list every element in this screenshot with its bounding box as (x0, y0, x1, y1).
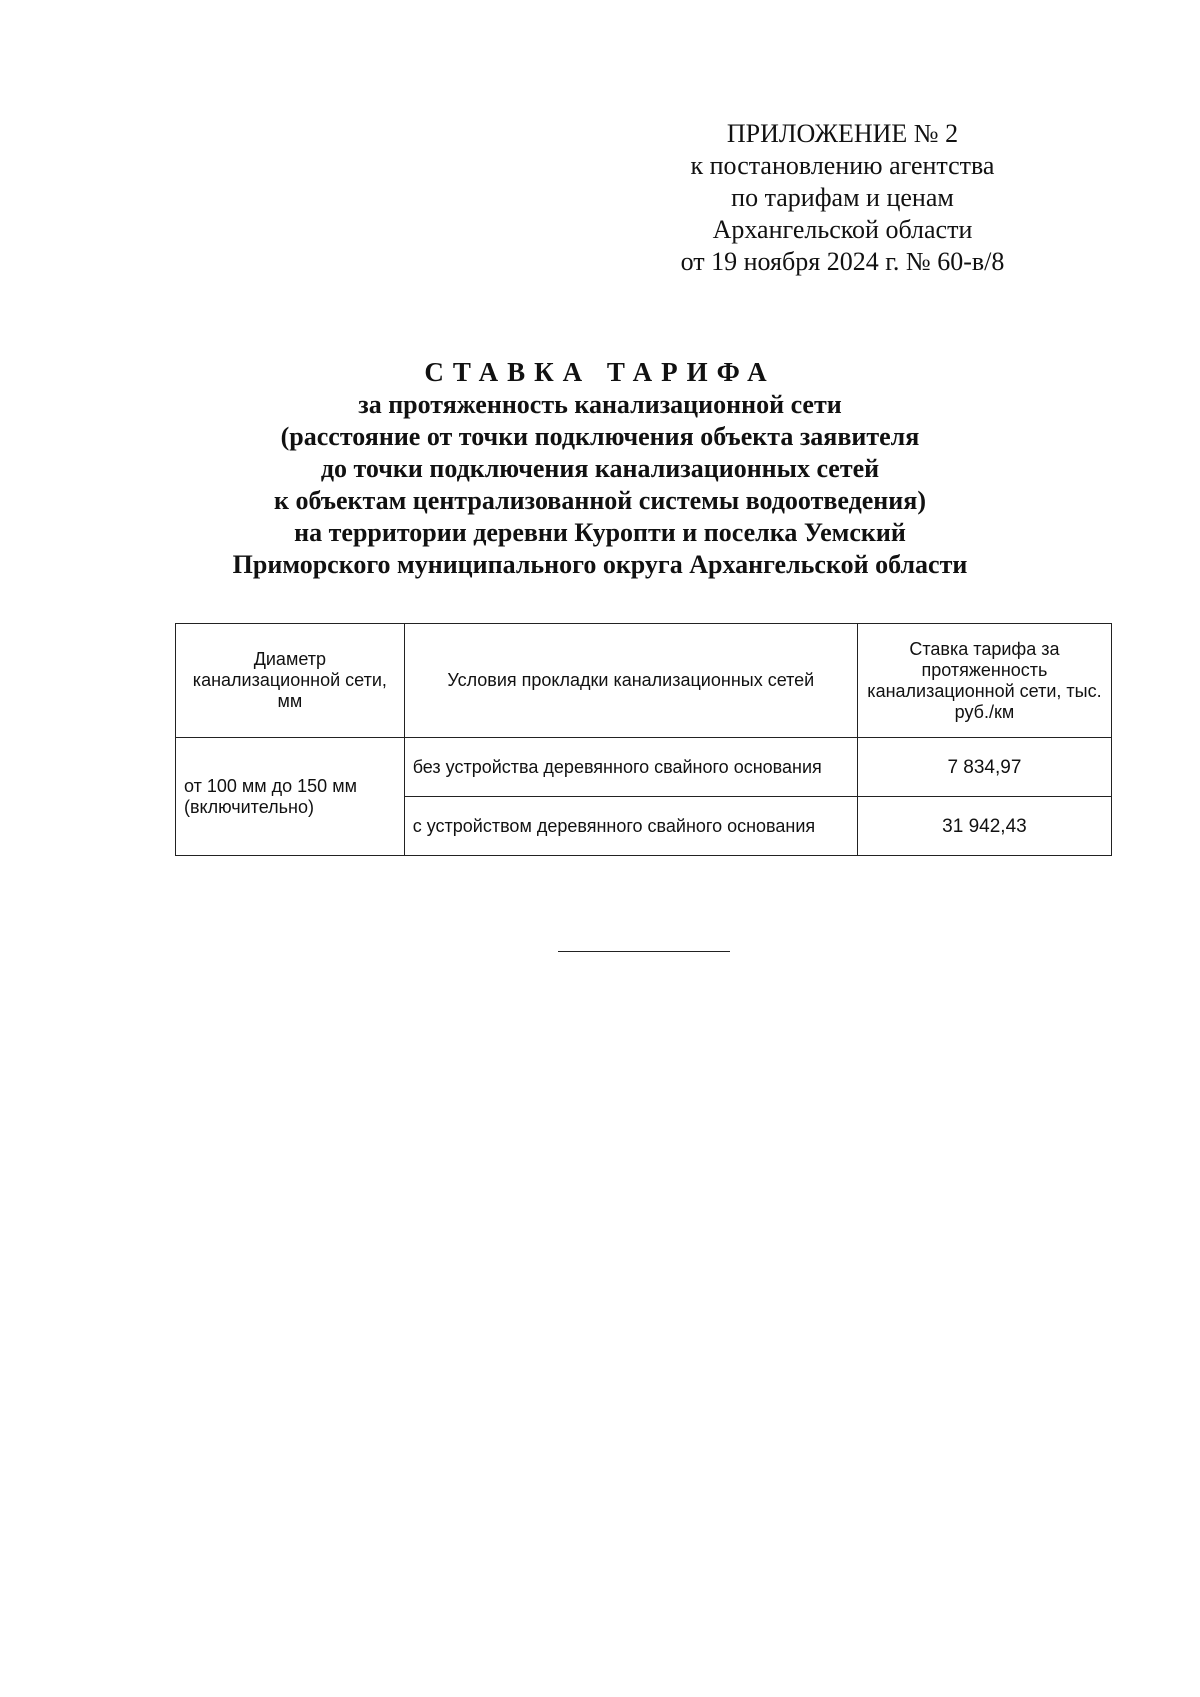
title-line: на территории деревни Куропти и поселка Уемский (294, 518, 906, 547)
header-diameter-text: Диаметр канализационной сети, мм (192, 649, 387, 711)
header-conditions-text: Условия прокладки канализационных сетей (447, 670, 815, 690)
condition-cell (404, 797, 857, 856)
condition-text: без устройства деревянного свайного основания (412, 756, 822, 777)
appendix-ref-line: Архангельской области (712, 215, 973, 244)
appendix-ref-line: к постановлению агентства (690, 151, 995, 180)
title-line: (расстояние от точки подключения объекта заявителя (280, 422, 920, 451)
condition-text: с устройством деревянного свайного основания (412, 815, 816, 836)
table-header-row (176, 624, 1112, 738)
appendix-header (640, 118, 1045, 278)
diameter-cell (176, 738, 405, 856)
document-title (150, 355, 1050, 581)
appendix-number: ПРИЛОЖЕНИЕ № 2 (726, 119, 959, 148)
diameter-text: от 100 мм до 150 мм (включительно) (184, 775, 357, 817)
appendix-date-number: от 19 ноября 2024 г. № 60-в/8 (680, 247, 1005, 276)
title-line: Приморского муниципального округа Архангельской области (232, 550, 968, 579)
title-line: до точки подключения канализационных сетей (320, 454, 880, 483)
header-conditions (404, 624, 857, 738)
rate-value: 31 942,43 (942, 815, 1027, 837)
table-row (176, 738, 1112, 797)
title-main: СТАВКА ТАРИФА (424, 357, 776, 387)
rate-value: 7 834,97 (947, 756, 1022, 778)
condition-cell (404, 738, 857, 797)
tariff-table (175, 623, 1112, 856)
rate-cell (857, 738, 1111, 797)
appendix-ref-line: по тарифам и ценам (731, 183, 954, 212)
header-rate (857, 624, 1111, 738)
title-line: к объектам централизованной системы водоотведения) (274, 486, 926, 515)
title-line: за протяженность канализационной сети (358, 390, 842, 419)
end-divider (558, 951, 730, 952)
header-diameter (176, 624, 405, 738)
rate-cell (857, 797, 1111, 856)
header-rate-text: Ставка тарифа за протяженность канализационной сети, тыс. руб./км (867, 638, 1102, 722)
